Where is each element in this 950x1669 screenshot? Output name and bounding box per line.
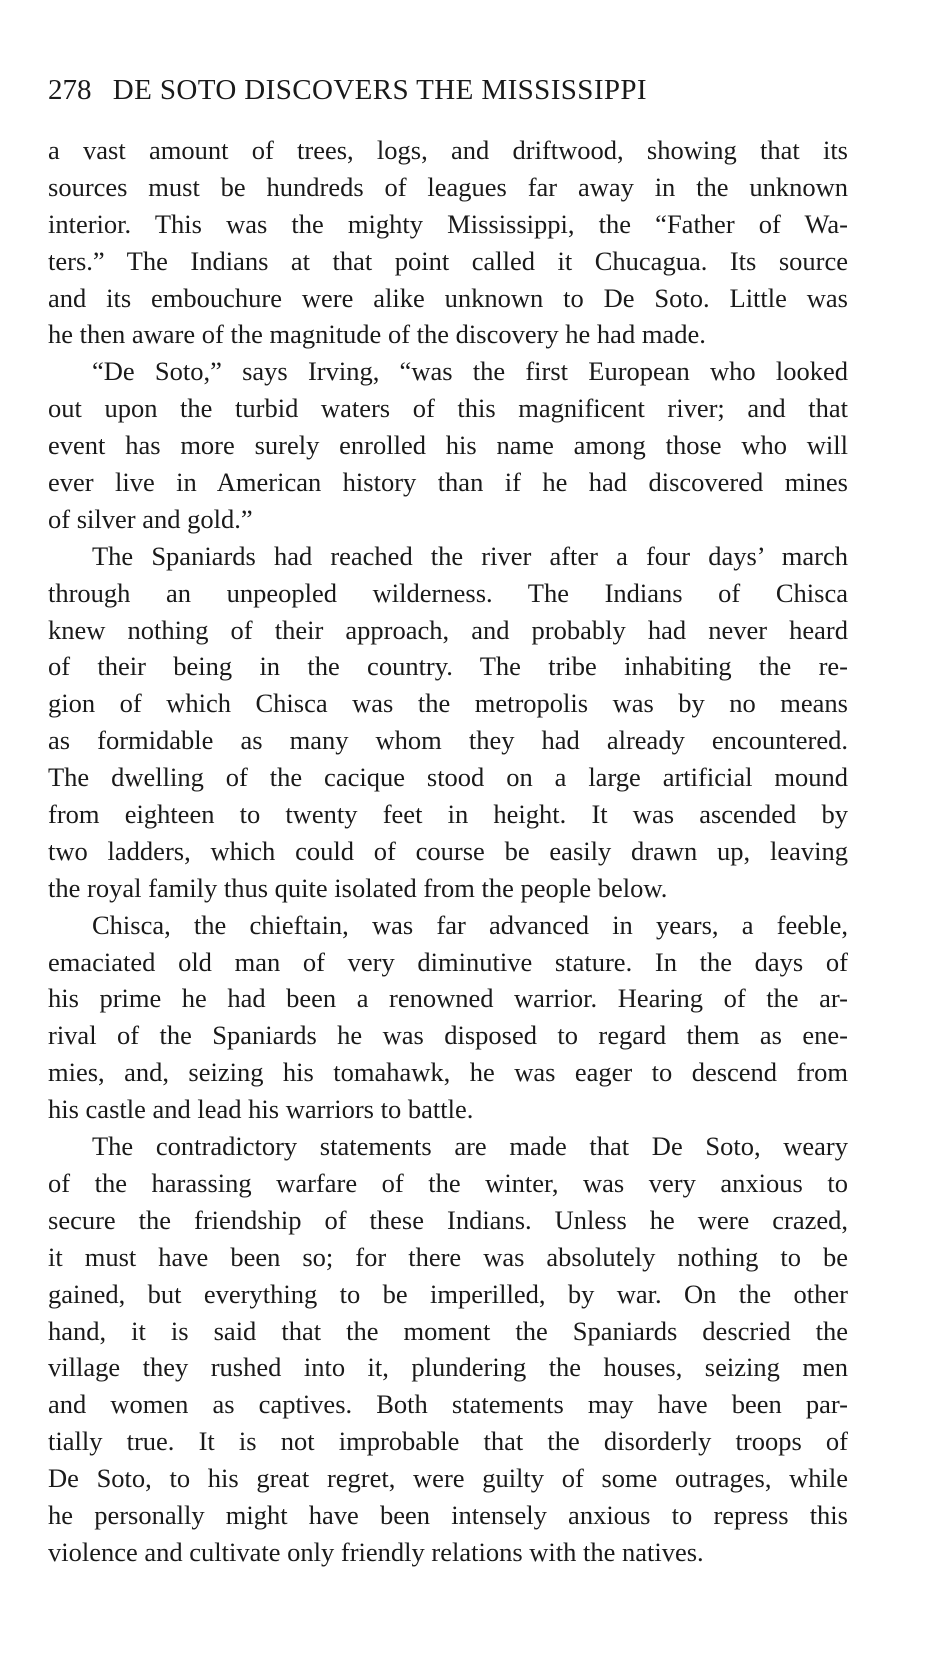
text-line: knew nothing of their approach, and probably had never heard [48,614,848,645]
text-line: “De Soto,” says Irving, “was the first European who looked [92,356,848,387]
text-line: hand, it is said that the moment the Spaniards descried the [48,1315,848,1346]
text-line: his castle and lead his warriors to battle. [48,1094,474,1125]
text-line: tially true. It is not improbable that the disorderly troops of [48,1426,848,1457]
text-line: violence and cultivate only friendly relations with the natives. [48,1536,704,1567]
text-line: out upon the turbid waters of this magnificent river; and that [48,393,848,424]
page-number: 278 [48,74,92,106]
text-line: and women as captives. Both statements may have been par- [48,1389,848,1420]
text-line: village they rushed into it, plundering the houses, seizing men [48,1352,848,1383]
text-line: ters.” The Indians at that point called it Chucagua. Its source [48,245,848,276]
running-title: DE SOTO DISCOVERS THE MISSISSIPPI [112,74,647,106]
text-line: The contradictory statements are made that De Soto, weary [92,1131,848,1162]
text-line: rival of the Spaniards he was disposed to regard them as ene- [48,1020,848,1051]
text-line: through an unpeopled wilderness. The Indians of Chisca [48,577,848,608]
paragraph-3 [48,538,848,907]
text-line: secure the friendship of these Indians. Unless he were crazed, [48,1204,848,1235]
running-head [48,70,908,110]
text-line: it must have been so; for there was absolutely nothing to be [48,1241,848,1272]
text-line: his prime he had been a renowned warrior. Hearing of the ar- [48,983,848,1014]
paragraph-2 [48,353,848,537]
text-line: event has more surely enrolled his name among those who will [48,430,848,461]
text-line: gion of which Chisca was the metropolis was by no means [48,688,848,719]
text-line: of silver and gold.” [48,503,253,534]
text-line: he personally might have been intensely anxious to repress this [48,1499,848,1530]
text-line: from eighteen to twenty feet in height. It was ascended by [48,799,848,830]
text-line: two ladders, which could of course be easily drawn up, leaving [48,835,848,866]
paragraph-4 [48,907,848,1128]
text-line: mies, and, seizing his tomahawk, he was eager to descend from [48,1057,848,1088]
text-line: and its embouchure were alike unknown to De Soto. Little was [48,282,848,313]
paragraph-1 [48,132,848,353]
body-text [48,132,848,1571]
text-line: Chisca, the chieftain, was far advanced in years, a feeble, [92,909,848,940]
paragraph-5 [48,1128,848,1571]
text-line: a vast amount of trees, logs, and driftwood, showing that its [48,135,848,165]
text-line: ever live in American history than if he had discovered mines [48,467,848,498]
text-line: emaciated old man of very diminutive stature. In the days of [48,946,848,977]
text-line: gained, but everything to be imperilled, by war. On the other [48,1278,848,1309]
text-line: De Soto, to his great regret, were guilty of some outrages, while [48,1463,848,1494]
text-line: of the harassing warfare of the winter, was very anxious to [48,1167,848,1198]
text-line: The dwelling of the cacique stood on a large artificial mound [48,762,848,793]
text-line: the royal family thus quite isolated from the people below. [48,872,668,903]
text-line: sources must be hundreds of leagues far away in the unknown [48,171,848,202]
text-line: of their being in the country. The tribe inhabiting the re- [48,651,848,682]
text-line: as formidable as many whom they had already encountered. [48,725,848,756]
text-line: interior. This was the mighty Mississippi, the “Father of Wa- [48,208,848,239]
text-line: he then aware of the magnitude of the discovery he had made. [48,319,706,350]
text-line: The Spaniards had reached the river after a four days’ march [92,540,848,571]
